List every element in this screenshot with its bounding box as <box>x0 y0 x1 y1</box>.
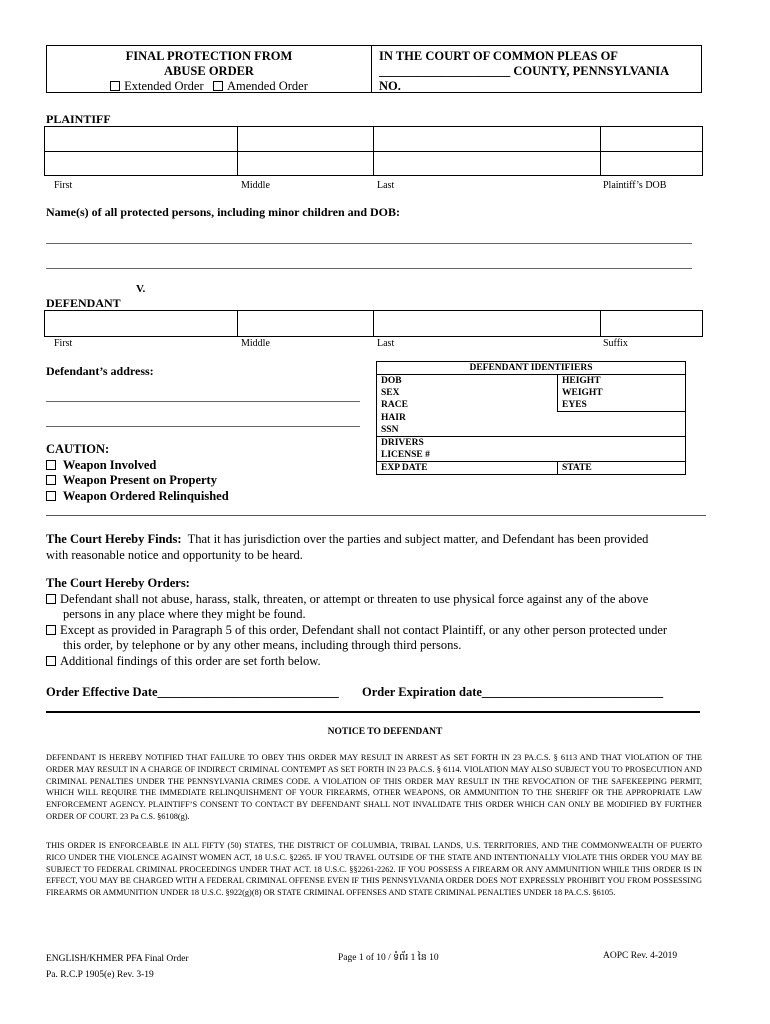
caution-block <box>46 442 229 504</box>
ssn-cell[interactable] <box>377 424 686 437</box>
plaintiff-last-cell-2[interactable] <box>374 152 601 175</box>
findings-heading: The Court Hereby Finds: <box>46 532 182 546</box>
sex-label: SEX <box>381 388 400 398</box>
weapon-relinquished-label: Weapon Ordered Relinquished <box>62 488 229 503</box>
plaintiff-dob-cell-1[interactable] <box>601 127 702 151</box>
notice-paragraph-2: THIS ORDER IS ENFORCEABLE IN ALL FIFTY (50) STATES, THE DISTRICT OF COLUMBIA, TRIBAL LANDS, U.S. TERRITORIES, AND THE COMMONWEALTH OF PUERTO RICO UNDER THE VIOLENCE AGAINST WOMEN ACT, 18 U.S.C. §2265. IF YOU TRAVEL OUTSIDE OF THE STATE AND INTENTIONALLY VIOLATE THIS ORDER YOU MAY BE SUBJECT TO FEDERAL CRIMINAL PROCEEDINGS UNDER THAT ACT. 18 U.S.C. §§2261-2262. IF YOU POSSESS A FIREARM OR ANY AMMUNITION WHILE THIS ORDER IS IN EFFECT, YOU MAY BE CHARGED WITH A FEDERAL CRIMINAL OFFENSE EVEN IF THIS PENNSYLVANIA ORDER DOES NOT EXPRESSLY PROHIBIT YOU FROM POSSESSING FIREARMS OR AMMUNITION UNDER 18 U.S.C. §922(g)(8) OR STATE CRIMINAL OFFENSES AND STATE CRIMINAL PENALTIES UNDER 18 PA.C.S. §6105. <box>46 841 702 898</box>
protected-persons-line-1[interactable] <box>46 243 692 244</box>
order-item-3-label: Additional findings of this order are set forth below. <box>60 653 321 668</box>
plaintiff-last-label: Last <box>377 180 395 191</box>
page-number: Page 1 of 10 / ទំព័រ 1 នៃ 10 <box>338 953 439 963</box>
weapon-present-checkbox[interactable] <box>46 475 56 485</box>
dob-cell[interactable] <box>377 375 558 388</box>
defendant-last-input[interactable] <box>374 311 600 336</box>
defendant-suffix-label: Suffix <box>603 338 628 349</box>
defendant-address-label: Defendant’s address: <box>46 364 154 378</box>
footer-left <box>46 951 189 983</box>
hair-cell[interactable] <box>377 412 686 425</box>
protected-persons-line-2[interactable] <box>46 268 692 269</box>
order-title-line2: ABUSE ORDER <box>164 64 254 78</box>
plaintiff-middle-input[interactable] <box>238 127 373 151</box>
defendant-first-input[interactable] <box>45 311 237 336</box>
drivers-label: DRIVERS <box>381 438 424 448</box>
weapon-relinquished-checkbox[interactable] <box>46 491 56 501</box>
plaintiff-first-cell-1[interactable] <box>45 127 238 151</box>
order-expiration-date[interactable]: Order Expiration date_____________________________ <box>362 685 664 699</box>
findings-block <box>46 532 711 563</box>
defendant-heading: DEFENDANT <box>46 296 121 310</box>
amended-order-option[interactable] <box>213 79 308 93</box>
section-divider-1 <box>46 515 706 516</box>
plaintiff-dob-input-2[interactable] <box>601 152 702 175</box>
order-item-1-line1: Defendant shall not abuse, harass, stalk, threaten, or attempt or threaten to use physical force against any of the above <box>60 591 649 606</box>
county-line[interactable]: _____________________ COUNTY, PENNSYLVANIA <box>379 64 670 78</box>
ssn-label: SSN <box>381 425 399 435</box>
caution-heading: CAUTION: <box>46 442 110 456</box>
weight-label: WEIGHT <box>562 388 603 398</box>
weapon-involved-checkbox[interactable] <box>46 460 56 470</box>
weapon-present-option[interactable] <box>46 473 229 489</box>
defendant-address-line-1[interactable] <box>46 401 360 402</box>
hair-label: HAIR <box>381 413 406 423</box>
order-item-1-line2: persons in any place where they might be found. <box>63 607 306 621</box>
dob-label: DOB <box>381 376 402 386</box>
order-item-3[interactable] <box>46 654 716 670</box>
race-label: RACE <box>381 400 408 410</box>
notice-heading: NOTICE TO DEFENDANT <box>327 727 443 737</box>
license-label: LICENSE # <box>381 450 430 460</box>
plaintiff-middle-cell-2[interactable] <box>238 152 374 175</box>
amended-order-checkbox[interactable] <box>213 81 223 91</box>
orders-block <box>46 576 716 669</box>
rule-reference: Pa. R.C.P 1905(e) Rev. 3-19 <box>46 970 154 980</box>
notice-paragraph-1: DEFENDANT IS HEREBY NOTIFIED THAT FAILURE TO OBEY THIS ORDER MAY RESULT IN ARREST AS SET FORTH IN 23 PA.C.S. § 6113 AND THAT VIOLATION OF THE ORDER MAY RESULT IN A CHARGE OF INDIRECT CRIMINAL CONTEMPT AS SET FORTH IN 23 PA.C.S. § 6114. VIOLATION MAY ALSO SUBJECT YOU TO PROSECUTION AND CRIMINAL PENALTIES UNDER THE PENNSYLVANIA CRIMES CODE. A VIOLATION OF THIS ORDER MAY RESULT IN THE REVOCATION OF THE SAFEKEEPING PERMIT, WHICH WILL REQUIRE THE IMMEDIATE RELINQUISHMENT OF YOUR FIREARMS, OTHER WEAPONS, OR AMMUNITION TO THE SHERIFF OR THE APPROPRIATE LAW ENFORCEMENT AGENCY. PLAINTIFF’S CONSENT TO CONTACT BY DEFENDANT SHALL NOT INVALIDATE THIS ORDER WHICH CAN ONLY BE MODIFIED BY FURTHER ORDER OF COURT. 23 Pa C.S. §6108(g). <box>46 753 702 821</box>
plaintiff-dob-cell-2[interactable] <box>601 152 702 175</box>
court-name: IN THE COURT OF COMMON PLEAS OF <box>379 49 618 63</box>
defendant-last-cell[interactable] <box>374 311 601 336</box>
weapon-involved-option[interactable] <box>46 458 229 474</box>
sex-cell[interactable] <box>377 387 558 399</box>
orders-heading: The Court Hereby Orders: <box>46 576 190 590</box>
plaintiff-first-cell-2[interactable] <box>45 152 238 175</box>
identifiers-title: DEFENDANT IDENTIFIERS <box>377 362 686 375</box>
extended-order-option[interactable] <box>110 79 203 93</box>
state-cell[interactable] <box>558 462 686 475</box>
plaintiff-dob-input[interactable] <box>601 127 702 151</box>
defendant-first-cell[interactable] <box>45 311 238 336</box>
protected-persons-heading: Name(s) of all protected persons, including minor children and DOB: <box>46 205 401 219</box>
plaintiff-first-input[interactable] <box>45 127 237 151</box>
plaintiff-last-cell-1[interactable] <box>374 127 601 151</box>
docket-number-label[interactable]: NO. <box>379 79 401 93</box>
versus-label: V. <box>136 283 146 295</box>
plaintiff-middle-cell-1[interactable] <box>238 127 374 151</box>
order-item-1[interactable] <box>46 592 716 608</box>
header-box <box>46 45 702 93</box>
form-name: ENGLISH/KHMER PFA Final Order <box>46 954 189 964</box>
order-title-cell <box>47 46 372 92</box>
weapon-relinquished-option[interactable] <box>46 489 229 505</box>
weight-cell[interactable] <box>558 387 686 399</box>
height-label: HEIGHT <box>562 376 601 386</box>
defendant-address-line-2[interactable] <box>46 426 360 427</box>
plaintiff-first-input-2[interactable] <box>45 152 237 175</box>
defendant-middle-label: Middle <box>241 338 270 349</box>
defendant-suffix-input[interactable] <box>601 311 702 336</box>
order-item-2-line1: Except as provided in Paragraph 5 of this order, Defendant shall not contact Plaintiff, or any other person protected under <box>60 622 668 637</box>
drivers-license-cell[interactable] <box>377 437 686 462</box>
defendant-last-label: Last <box>377 338 395 349</box>
order-item-2-line2: this order, by telephone or by any other means, including through third persons. <box>63 638 462 652</box>
plaintiff-dob-label: Plaintiff’s DOB <box>603 180 667 191</box>
exp-date-cell[interactable] <box>377 462 558 475</box>
state-label: STATE <box>562 463 592 473</box>
plaintiff-first-label: First <box>54 180 73 191</box>
plaintiff-last-input-2[interactable] <box>374 152 600 175</box>
defendant-middle-input[interactable] <box>238 311 373 336</box>
order-item-1-checkbox[interactable] <box>46 594 56 604</box>
eyes-cell[interactable] <box>558 399 686 412</box>
defendant-identifiers-table <box>376 361 686 475</box>
eyes-label: EYES <box>562 400 587 410</box>
order-effective-date[interactable]: Order Effective Date_____________________________ <box>46 685 339 699</box>
plaintiff-name-grid <box>44 126 703 176</box>
section-divider-2 <box>46 711 700 713</box>
findings-text-line1: That it has jurisdiction over the parties and subject matter, and Defendant has been provided <box>187 532 649 546</box>
defendant-middle-cell[interactable] <box>238 311 374 336</box>
exp-date-label: EXP DATE <box>381 463 428 473</box>
defendant-name-grid <box>44 310 703 337</box>
amended-order-label: Amended Order <box>226 79 308 93</box>
form-revision: AOPC Rev. 4-2019 <box>603 951 678 961</box>
order-item-2-checkbox[interactable] <box>46 625 56 635</box>
plaintiff-heading: PLAINTIFF <box>46 112 111 126</box>
race-cell[interactable] <box>377 399 558 412</box>
weapon-present-label: Weapon Present on Property <box>62 473 217 487</box>
court-cell <box>372 46 701 92</box>
order-item-2[interactable] <box>46 623 716 639</box>
order-item-3-checkbox[interactable] <box>46 656 56 666</box>
findings-text-line2: with reasonable notice and opportunity to be heard. <box>46 547 303 562</box>
weapon-involved-label: Weapon Involved <box>62 457 157 472</box>
plaintiff-middle-input-2[interactable] <box>238 152 373 175</box>
plaintiff-last-input[interactable] <box>374 127 600 151</box>
defendant-suffix-cell[interactable] <box>601 311 702 336</box>
extended-order-label: Extended Order <box>124 79 204 93</box>
plaintiff-middle-label: Middle <box>241 180 270 191</box>
height-cell[interactable] <box>558 375 686 388</box>
defendant-first-label: First <box>54 338 73 349</box>
order-title-line1: FINAL PROTECTION FROM <box>125 49 293 63</box>
extended-order-checkbox[interactable] <box>110 81 120 91</box>
